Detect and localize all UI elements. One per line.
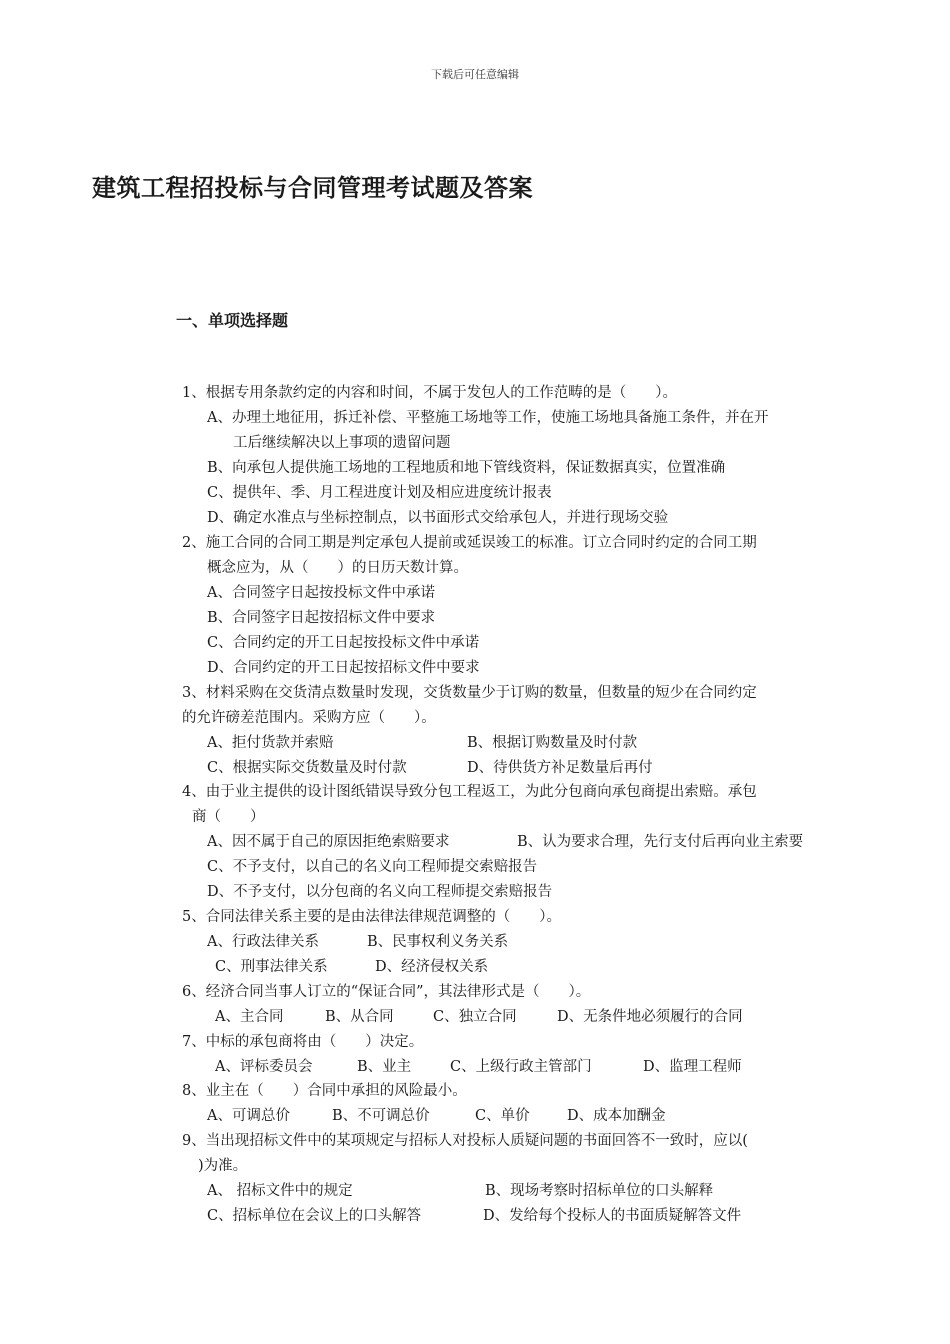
q2-option-b: B、合同签字日起按招标文件中要求 — [207, 610, 436, 626]
question-5: 5、合同法律关系主要的是由法律法律规范调整的（ ）。 — [182, 909, 561, 925]
q8-option-d: D、成本加酬金 — [567, 1108, 666, 1124]
q6-option-a: A、主合同 — [215, 1009, 284, 1025]
q4-option-c: C、不予支付，以自己的名义向工程师提交索赔报告 — [207, 859, 538, 875]
q8-option-a: A、可调总价 — [207, 1108, 290, 1124]
q9-option-a: A、 招标文件中的规定 — [207, 1183, 353, 1199]
q2-option-d: D、合同约定的开工日起按招标文件中要求 — [207, 660, 480, 676]
q5-option-a: A、行政法律关系 — [207, 934, 319, 950]
q4-option-b: B、认为要求合理，先行支付后再向业主索要 — [517, 834, 804, 850]
question-3: 3、材料采购在交货清点数量时发现，交货数量少于订购的数量，但数量的短少在合同约定 — [182, 685, 757, 701]
question-2-cont: 概念应为，从（ ）的日历天数计算。 — [207, 560, 468, 576]
q2-option-a: A、合同签字日起按投标文件中承诺 — [207, 585, 435, 601]
q3-option-a: A、拒付货款并索赔 — [207, 735, 334, 751]
question-9: 9、当出现招标文件中的某项规定与招标人对投标人质疑问题的书面回答不一致时，应以( — [182, 1133, 748, 1149]
question-4-cont: 商（ ） — [192, 809, 265, 825]
q1-option-a: A、办理土地征用，拆迁补偿、平整施工场地等工作，使施工场地具备施工条件，并在开 — [207, 410, 769, 426]
q7-option-a: A、评标委员会 — [215, 1059, 313, 1075]
q5-option-c: C、刑事法律关系 — [215, 959, 328, 975]
q9-option-b: B、现场考察时招标单位的口头解释 — [485, 1183, 714, 1199]
q9-option-d: D、发给每个投标人的书面质疑解答文件 — [483, 1208, 742, 1224]
q7-option-d: D、监理工程师 — [643, 1059, 742, 1075]
document-title: 建筑工程招投标与合同管理考试题及答案 — [92, 174, 533, 202]
question-9-cont: )为准。 — [198, 1158, 248, 1174]
q8-option-c: C、单价 — [475, 1108, 530, 1124]
q7-option-b: B、业主 — [357, 1059, 412, 1075]
q1-option-a-cont: 工后继续解决以上事项的遗留问题 — [233, 435, 451, 451]
q6-option-c: C、独立合同 — [433, 1009, 517, 1025]
question-2: 2、施工合同的合同工期是判定承包人提前或延误竣工的标准。订立合同时约定的合同工期 — [182, 535, 757, 551]
q6-option-d: D、无条件地必须履行的合同 — [557, 1009, 743, 1025]
q3-option-b: B、根据订购数量及时付款 — [467, 735, 638, 751]
q1-option-d: D、确定水准点与坐标控制点，以书面形式交给承包人，并进行现场交验 — [207, 510, 669, 526]
section-title: 一、单项选择题 — [176, 311, 289, 330]
q7-option-c: C、上级行政主管部门 — [450, 1059, 592, 1075]
q3-option-d: D、待供货方补足数量后再付 — [467, 760, 653, 776]
q5-option-b: B、民事权利义务关系 — [367, 934, 509, 950]
q9-option-c: C、招标单位在会议上的口头解答 — [207, 1208, 422, 1224]
q3-option-c: C、根据实际交货数量及时付款 — [207, 760, 407, 776]
q4-option-a: A、因不属于自己的原因拒绝索赔要求 — [207, 834, 450, 850]
q4-option-d: D、不予支付，以分包商的名义向工程师提交索赔报告 — [207, 884, 553, 900]
q1-option-c: C、提供年、季、月工程进度计划及相应进度统计报表 — [207, 485, 552, 501]
question-3-cont: 的允许磅差范围内。采购方应（ ）。 — [182, 710, 436, 726]
question-4: 4、由于业主提供的设计图纸错误导致分包工程返工，为此分包商向承包商提出索赔。承包 — [182, 784, 757, 800]
q6-option-b: B、从合同 — [325, 1009, 394, 1025]
q5-option-d: D、经济侵权关系 — [375, 959, 489, 975]
question-6: 6、经济合同当事人订立的“保证合同”，其法律形式是（ ）。 — [182, 984, 591, 1000]
question-1: 1、根据专用条款约定的内容和时间，不属于发包人的工作范畴的是（ ）。 — [182, 385, 677, 401]
header-note: 下载后可任意编辑 — [431, 68, 519, 81]
q1-option-b: B、向承包人提供施工场地的工程地质和地下管线资料，保证数据真实，位置准确 — [207, 460, 726, 476]
question-7: 7、中标的承包商将由（ ）决定。 — [182, 1034, 424, 1050]
q2-option-c: C、合同约定的开工日起按投标文件中承诺 — [207, 635, 480, 651]
question-8: 8、业主在（ ）合同中承担的风险最小。 — [182, 1083, 467, 1099]
q8-option-b: B、不可调总价 — [332, 1108, 430, 1124]
